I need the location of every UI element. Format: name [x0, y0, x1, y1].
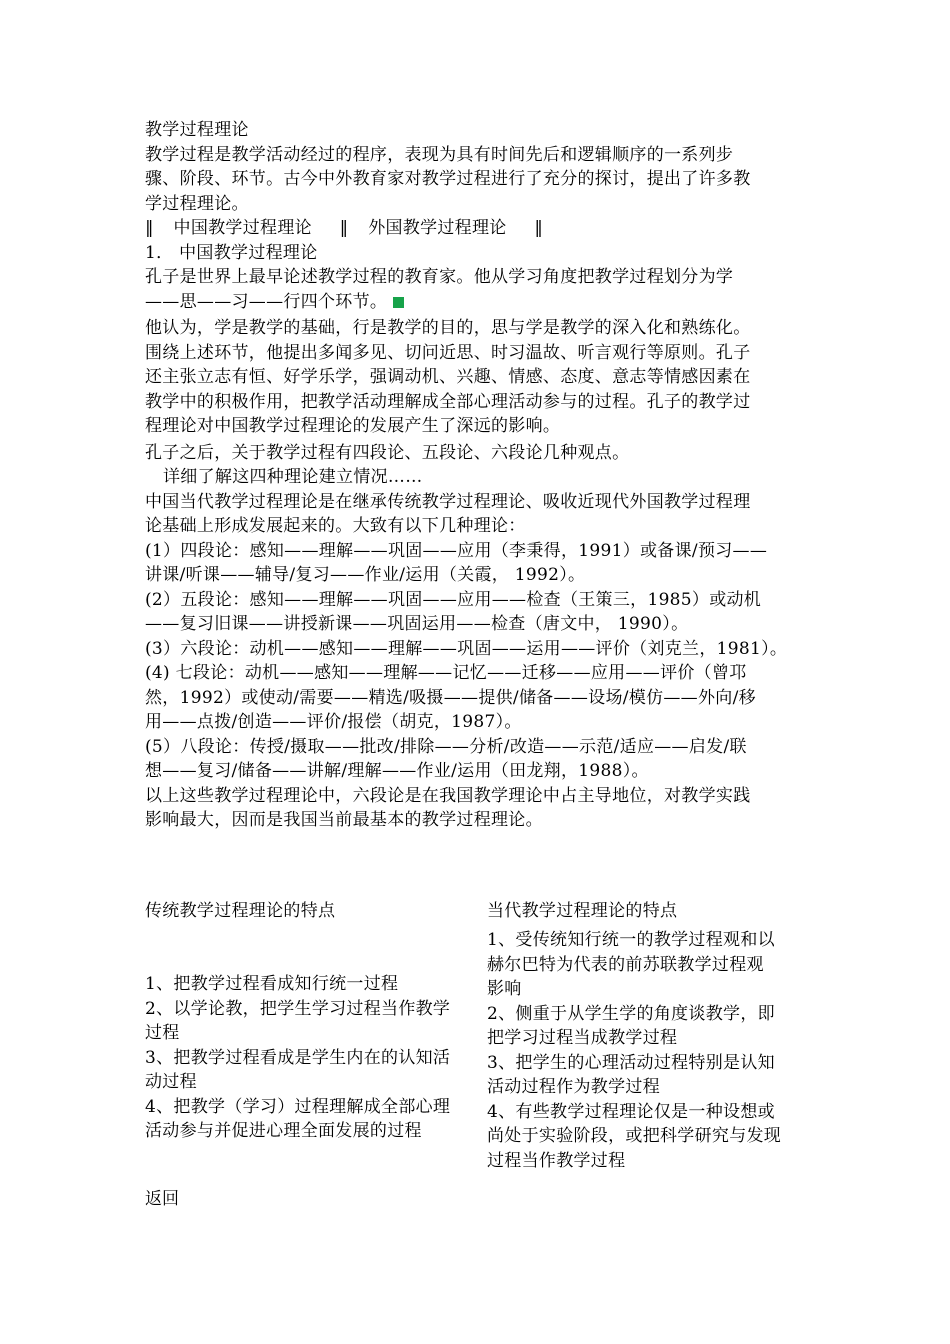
- theory-item-five-stage: (2）五段论：感知——理解——巩固——应用——检查（王策三，1985）或动机 ——复习旧课——讲授新课——巩固运用——检查（唐文中， 1990）。: [145, 589, 762, 634]
- theory-list: [145, 539, 817, 784]
- traditional-item: 4、把教学（学习）过程理解成全部心理 活动参与并促进心理全面发展的过程: [145, 1096, 451, 1141]
- after-confucius-text: 孔子之后，关于教学过程有四段论、五段论、六段论几种观点。: [145, 442, 630, 463]
- traditional-heading: 传统教学过程理论的特点: [145, 901, 336, 921]
- theory-item-four-stage: (1）四段论：感知——理解——巩固——应用（李秉得，1991）或备课/预习—— 讲课/听课——辅导/复习——作业/运用（关霞， 1992）。: [145, 540, 768, 585]
- modern-column: [487, 898, 817, 1173]
- traditional-column: [145, 898, 485, 1144]
- modern-paragraph: 中国当代教学过程理论是在继承传统教学过程理论、吸收近现代外国教学过程理 论基础上形成发展起来的。大致有以下几种理论：: [145, 491, 751, 536]
- comparison-table: [145, 898, 817, 1198]
- modern-item: 2、侧重于从学生学的角度谈教学，即 把学习过程当成教学过程: [487, 1003, 775, 1048]
- traditional-item: 2、以学论教，把学生学习过程当作教学 过程: [145, 998, 451, 1043]
- theory-item-seven-stage: (4) 七段论：动机——感知——理解——记忆——迁移——应用——评价（曾邛 然，1992）或使动/需要——精选/吸摄——提供/储备——设场/模仿——外向/移 用——点拨/创造——评价/报偿（胡克，1987）。: [145, 663, 756, 732]
- section-nav: [145, 216, 817, 241]
- nav-link-china[interactable]: 中国教学过程理论: [173, 218, 312, 238]
- section-heading: 1． 中国教学过程理论: [145, 242, 318, 263]
- page-title: 教学过程理论: [145, 120, 249, 140]
- modern-item: 3、把学生的心理活动过程特别是认知 活动过程作为教学过程: [487, 1052, 775, 1097]
- theory-item-eight-stage: (5）八段论：传授/摄取——批改/排除——分析/改造——示范/适应——启发/联 想——复习/储备——讲解/理解——作业/运用（田龙翔，1988）。: [145, 736, 747, 781]
- modern-item: 1、受传统知行统一的教学过程观和以 赫尔巴特为代表的前苏联教学过程观 影响: [487, 930, 775, 999]
- theory-item-six-stage: (3）六段论：动机——感知——理解——巩固——运用——评价（刘克兰，1981）。: [145, 638, 788, 659]
- confucius-paragraph: 孔子是世界上最早论述教学过程的教育家。他从学习角度把教学过程划分为学 ——思——习——行四个环节。: [145, 267, 734, 312]
- modern-heading: 当代教学过程理论的特点: [487, 901, 678, 921]
- back-link[interactable]: 返回: [145, 1189, 179, 1209]
- nav-separator: ‖: [534, 218, 544, 238]
- nav-separator: ‖: [145, 218, 154, 238]
- confucius-detail-paragraph: 他认为，学是教学的基础，行是教学的目的，思与学是教学的深入化和熟练化。 围绕上述环节，他提出多闻多见、切问近思、时习温故、听言观行等原则。孔子 还主张立志有恒、好学乐学，强调动机、兴趣、情感、态度、意志等情感因素在 教学中的积极作用，把教学活动理解成全部心理活动参与的过程。孔子的教学过 程理论对中国教学过程理论的发展产生了深远的影响。: [145, 318, 751, 436]
- nav-separator: ‖: [339, 218, 349, 238]
- green-square-icon[interactable]: [393, 297, 404, 308]
- traditional-item: 1、把教学过程看成知行统一过程: [145, 974, 399, 994]
- modern-item: 4、有些教学过程理论仅是一种设想或 尚处于实验阶段，或把科学研究与发现 过程当作教学过程: [487, 1101, 782, 1171]
- nav-link-foreign[interactable]: 外国教学过程理论: [368, 218, 507, 238]
- details-link[interactable]: 详细了解这四种理论建立情况……: [163, 467, 423, 487]
- document-body: [145, 118, 817, 833]
- traditional-item: 3、把教学过程看成是学生内在的认知活 动过程: [145, 1047, 451, 1092]
- conclusion-paragraph: 以上这些教学过程理论中，六段论是在我国教学理论中占主导地位，对教学实践 影响最大，因而是我国当前最基本的教学过程理论。: [145, 785, 751, 830]
- intro-paragraph: 教学过程是教学活动经过的程序，表现为具有时间先后和逻辑顺序的一系列步 骤、阶段、环节。古今中外教育家对教学过程进行了充分的探讨，提出了许多教 学过程理论。: [145, 144, 751, 214]
